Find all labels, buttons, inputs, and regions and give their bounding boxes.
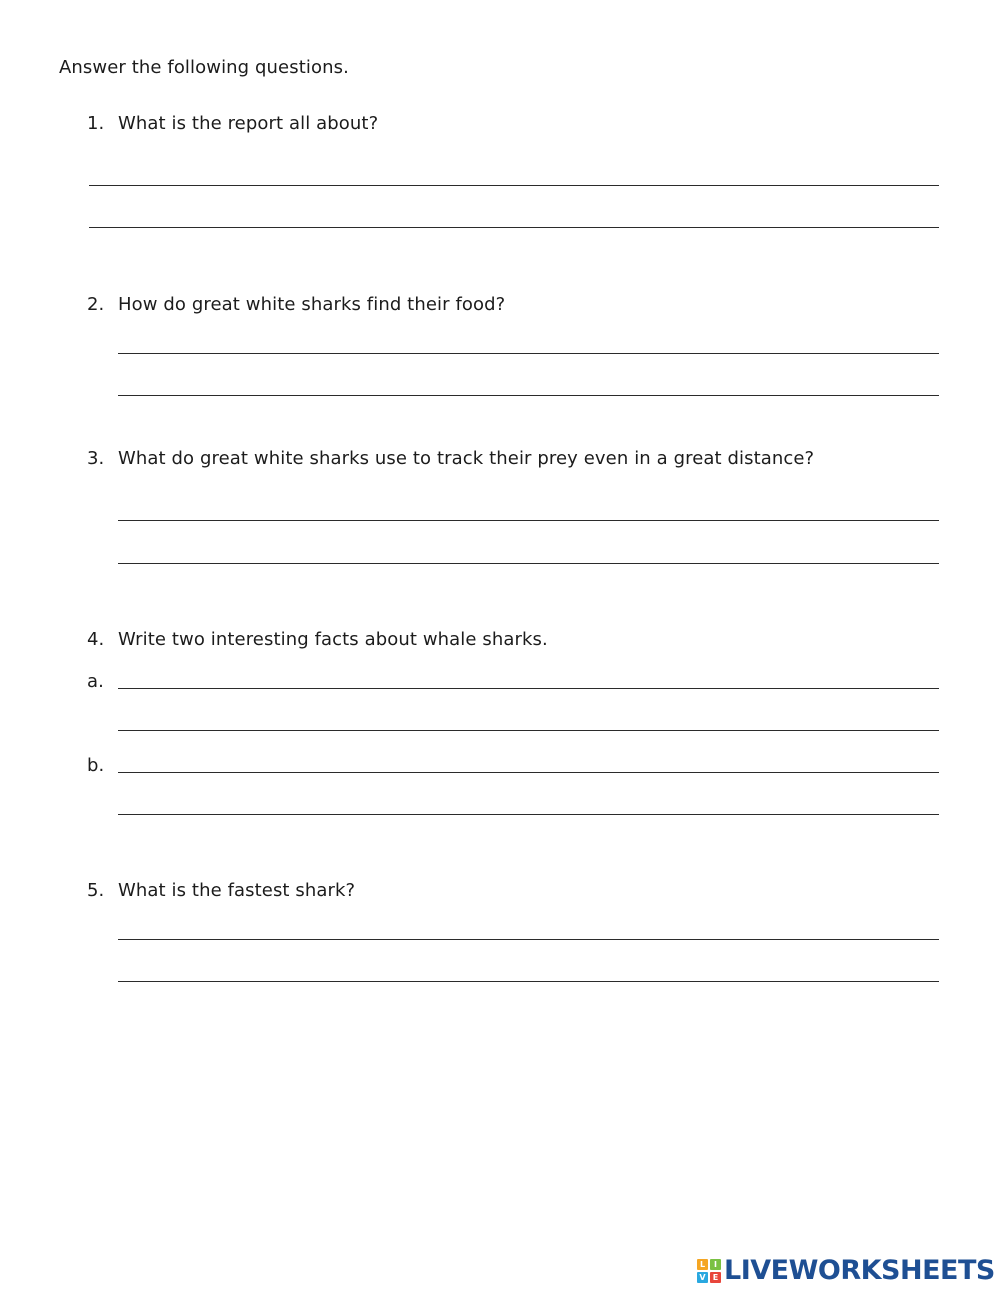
answer-4b-line-1[interactable] <box>118 772 939 773</box>
question-5-text: What is the fastest shark? <box>118 880 356 901</box>
answer-3-line-1[interactable] <box>118 520 939 521</box>
answer-4b-line-2[interactable] <box>118 814 939 815</box>
logo-block-i: I <box>710 1259 721 1270</box>
logo-block-e: E <box>710 1272 721 1283</box>
question-2-number: 2. <box>87 294 105 315</box>
answer-5-line-2[interactable] <box>118 981 939 982</box>
question-1-text: What is the report all about? <box>118 113 379 134</box>
question-2-text: How do great white sharks find their food? <box>118 294 506 315</box>
answer-1-line-2[interactable] <box>89 227 939 228</box>
instructions-text: Answer the following questions. <box>59 57 349 78</box>
answer-1-line-1[interactable] <box>89 185 939 186</box>
logo-block-l: L <box>697 1259 708 1270</box>
answer-2-line-1[interactable] <box>118 353 939 354</box>
question-3-number: 3. <box>87 448 105 469</box>
answer-4a-line-2[interactable] <box>118 730 939 731</box>
answer-3-line-2[interactable] <box>118 563 939 564</box>
question-5-number: 5. <box>87 880 105 901</box>
logo-blocks-icon <box>697 1259 721 1283</box>
fact-a-label: a. <box>87 671 104 692</box>
answer-4a-line-1[interactable] <box>118 688 939 689</box>
question-4-text: Write two interesting facts about whale sharks. <box>118 629 548 650</box>
question-4-number: 4. <box>87 629 105 650</box>
answer-2-line-2[interactable] <box>118 395 939 396</box>
question-3-text: What do great white sharks use to track their prey even in a great distance? <box>118 448 815 469</box>
question-1-number: 1. <box>87 113 105 134</box>
logo-text: LIVEWORKSHEETS <box>724 1255 995 1286</box>
logo-block-v: V <box>697 1272 708 1283</box>
answer-5-line-1[interactable] <box>118 939 939 940</box>
liveworksheets-logo <box>697 1255 995 1287</box>
fact-b-label: b. <box>87 755 105 776</box>
